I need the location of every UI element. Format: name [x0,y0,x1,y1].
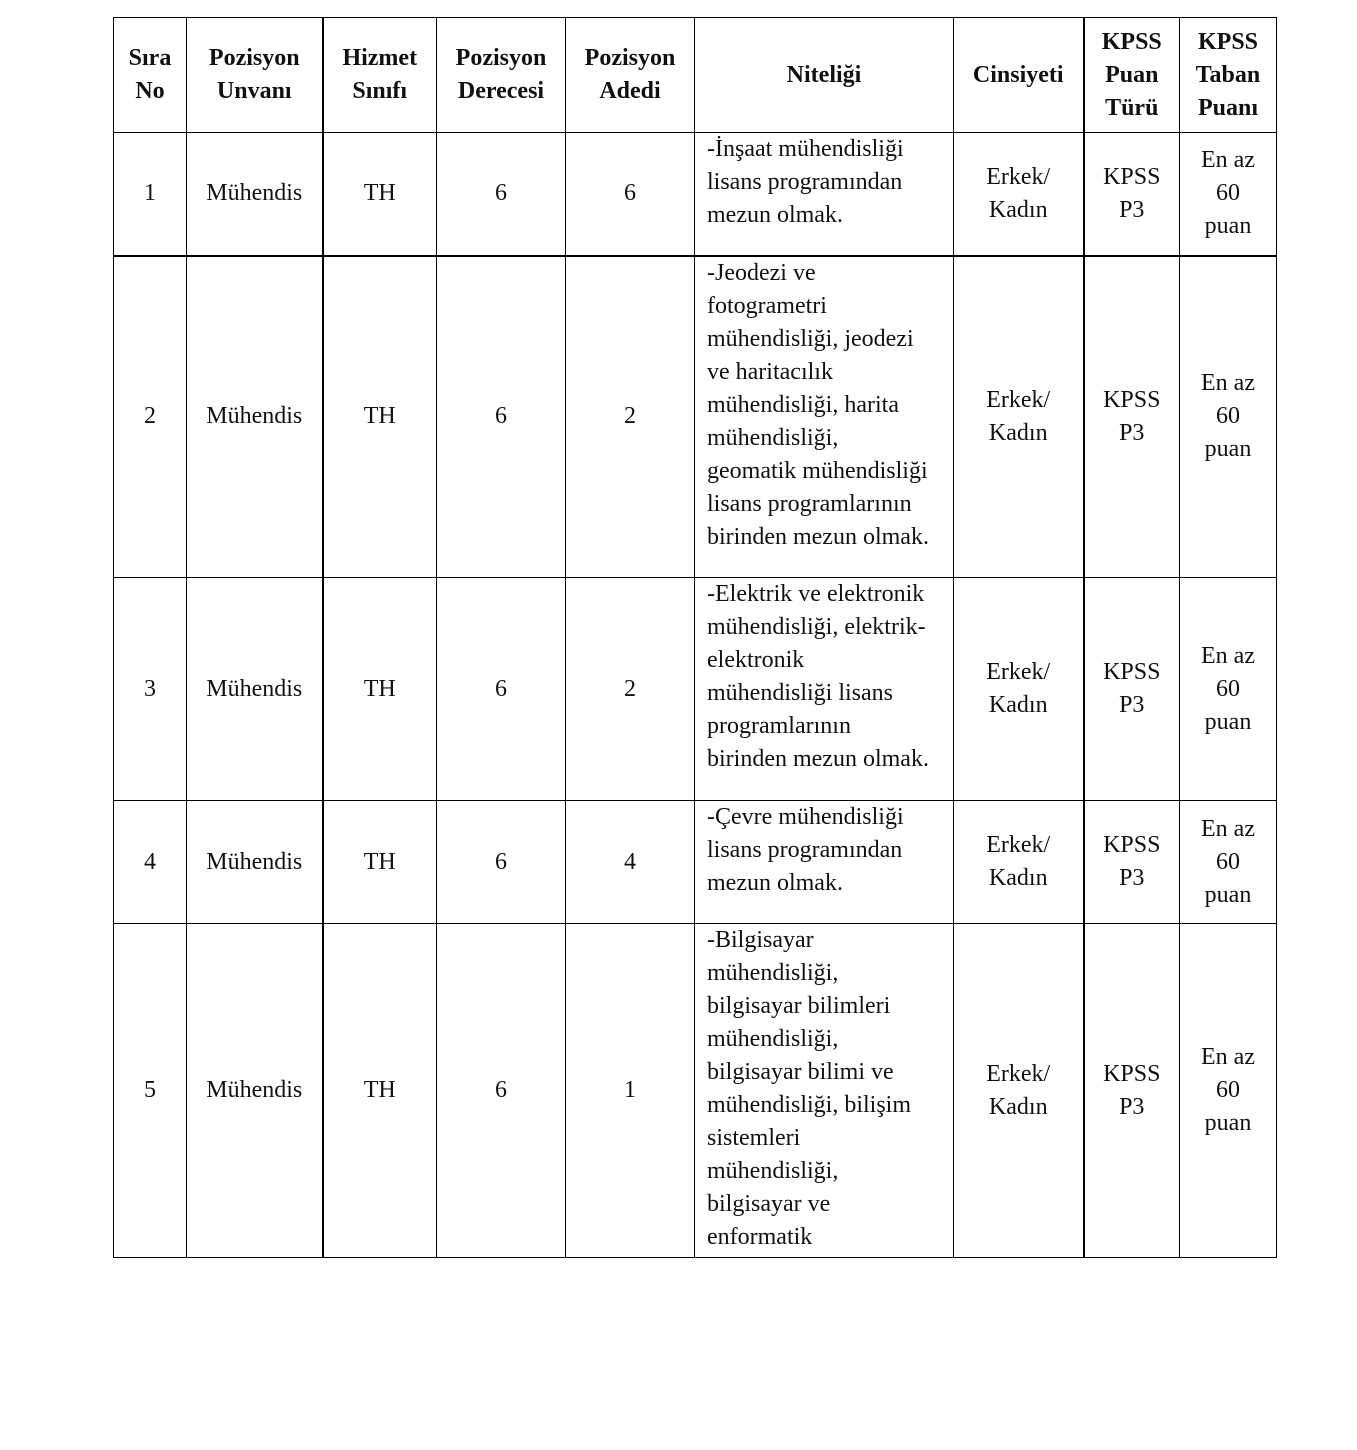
cell-niteligi-line: programlarının [707,713,851,739]
cell-pozisyon-derecesi: 6 [437,133,566,256]
cell-cinsiyeti [954,256,1084,578]
cell-hizmet-sinifi: TH [323,578,437,801]
header-niteligi [695,18,954,133]
cell-niteligi-line: mühendisliği, bilişim [707,1092,912,1118]
cell-pozisyon-derecesi: 6 [437,801,566,924]
cell-hizmet-sinifi: TH [323,924,437,1258]
header-line: Adedi [599,78,661,104]
cell-pozisyon-adedi: 6 [566,133,695,256]
cell-pozisyon-derecesi: 6 [437,256,566,578]
header-pozisyon-unvani [187,18,323,133]
cell-kpss-puan-turu [1084,578,1180,801]
cell-cinsiyeti-line: Kadın [988,196,1048,223]
cell-pozisyon-unvani: Mühendis [187,801,323,924]
cell-kpss-puan-turu-line: P3 [1119,692,1145,718]
cell-cinsiyeti-line: Kadın [988,692,1048,718]
cell-kpss-taban-puani-line: 60 [1216,675,1240,702]
cell-niteligi-line: sistemleri [707,1125,801,1151]
cell-niteligi-line: mühendisliği lisans [707,680,893,706]
header-kpss-taban-puani [1180,18,1277,133]
cell-niteligi [695,924,954,1258]
cell-pozisyon-adedi: 2 [566,578,695,801]
header-line: Puan [1105,61,1159,88]
cell-kpss-puan-turu-line: KPSS [1103,832,1161,858]
cell-niteligi-line: mezun olmak. [707,202,843,228]
cell-kpss-taban-puani-line: puan [1204,436,1252,463]
cell-cinsiyeti [954,133,1084,256]
cell-kpss-puan-turu-line: KPSS [1103,1060,1161,1087]
table-row [114,578,1277,801]
cell-kpss-taban-puani [1180,256,1277,578]
cell-kpss-taban-puani-line: En az [1201,1044,1255,1070]
cell-pozisyon-unvani: Mühendis [187,578,323,801]
cell-niteligi-line: birinden mezun olmak. [707,746,929,772]
cell-niteligi-line: mühendisliği, elektrik- [707,614,926,640]
table-row [114,133,1277,256]
header-pozisyon-adedi [566,18,695,133]
table-row [114,801,1277,924]
cell-cinsiyeti-line: Erkek/ [986,386,1051,413]
cell-kpss-puan-turu-line: P3 [1119,419,1145,446]
cell-pozisyon-unvani: Mühendis [187,133,323,256]
header-row [114,18,1277,133]
header-line: Türü [1105,94,1159,121]
cell-niteligi-line: -Çevre mühendisliği [707,804,904,830]
cell-kpss-puan-turu-line: KPSS [1103,163,1161,190]
cell-kpss-taban-puani-line: puan [1204,1110,1252,1136]
cell-kpss-puan-turu [1084,801,1180,924]
cell-cinsiyeti [954,924,1084,1258]
cell-niteligi-line: lisans programlarının [707,490,912,517]
header-line: Niteliği [786,61,862,88]
cell-niteligi-line: geomatik mühendisliği [707,457,928,484]
cell-niteligi-line: -Jeodezi ve [707,259,816,286]
cell-niteligi-line: bilgisayar ve [707,1191,831,1217]
cell-pozisyon-unvani: Mühendis [187,256,323,578]
cell-niteligi-line: mühendisliği, [707,1158,839,1184]
cell-niteligi-line: bilgisayar bilimi ve [707,1059,894,1085]
cell-kpss-taban-puani-line: En az [1201,147,1255,174]
cell-niteligi-line: -Elektrik ve elektronik [707,581,925,607]
header-line: Sınıfı [352,78,408,104]
cell-kpss-taban-puani-line: 60 [1216,1077,1240,1103]
cell-cinsiyeti-line: Kadın [988,865,1048,891]
cell-kpss-taban-puani-line: 60 [1216,180,1240,207]
cell-kpss-puan-turu-line: KPSS [1103,386,1161,413]
cell-sira-no: 2 [114,256,187,578]
cell-sira-no: 5 [114,924,187,1258]
header-line: Derecesi [457,78,545,104]
header-line: Hizmet [342,45,418,71]
cell-kpss-taban-puani [1180,578,1277,801]
cell-kpss-taban-puani [1180,133,1277,256]
cell-niteligi [695,256,954,578]
cell-pozisyon-adedi: 2 [566,256,695,578]
cell-hizmet-sinifi: TH [323,256,437,578]
cell-niteligi-line: bilgisayar bilimleri [707,993,891,1019]
cell-cinsiyeti-line: Erkek/ [986,659,1051,685]
header-line: Pozisyon [208,45,300,71]
header-kpss-puan-turu [1084,18,1180,133]
cell-kpss-taban-puani-line: En az [1201,370,1255,397]
cell-niteligi-line: ve haritacılık [707,358,833,385]
header-cinsiyeti [954,18,1084,133]
cell-niteligi-line: fotogrametri [707,292,827,319]
cell-kpss-taban-puani-line: 60 [1216,403,1240,430]
header-line: Puanı [1197,94,1259,121]
cell-kpss-taban-puani [1180,924,1277,1258]
cell-kpss-taban-puani-line: En az [1201,815,1255,842]
cell-cinsiyeti [954,801,1084,924]
header-line: KPSS [1101,28,1162,55]
cell-kpss-taban-puani [1180,801,1277,924]
cell-niteligi [695,801,954,924]
table-row [114,256,1277,578]
cell-niteligi [695,133,954,256]
positions-table [113,17,1277,1258]
cell-kpss-taban-puani-line: puan [1204,881,1252,908]
header-pozisyon-derecesi [437,18,566,133]
header-line: Taban [1195,61,1261,88]
cell-niteligi-line: enformatik [707,1224,813,1250]
cell-kpss-taban-puani-line: puan [1204,213,1252,240]
cell-niteligi-line: birinden mezun olmak. [707,523,929,550]
cell-niteligi-line: -Bilgisayar [707,927,814,953]
cell-niteligi-line: mühendisliği, [707,1026,839,1052]
cell-kpss-puan-turu-line: KPSS [1103,659,1161,685]
cell-pozisyon-derecesi: 6 [437,924,566,1258]
cell-kpss-puan-turu [1084,924,1180,1258]
cell-niteligi [695,578,954,801]
cell-hizmet-sinifi: TH [323,801,437,924]
table-row [114,924,1277,1258]
cell-kpss-puan-turu [1084,256,1180,578]
cell-hizmet-sinifi: TH [323,133,437,256]
cell-sira-no: 1 [114,133,187,256]
cell-niteligi-line: mezun olmak. [707,870,843,896]
cell-kpss-puan-turu-line: P3 [1119,865,1145,891]
cell-kpss-taban-puani-line: puan [1204,708,1252,735]
header-line: Pozisyon [584,45,676,71]
header-line: Sıra [128,45,172,71]
cell-pozisyon-unvani: Mühendis [187,924,323,1258]
header-hizmet-sinifi [323,18,437,133]
header-line: Pozisyon [455,45,547,71]
cell-niteligi-line: lisans programından [707,837,903,863]
cell-niteligi-line: elektronik [707,647,805,673]
cell-kpss-taban-puani-line: 60 [1216,848,1240,875]
cell-cinsiyeti-line: Erkek/ [986,1060,1051,1087]
header-line: Cinsiyeti [972,61,1064,88]
cell-cinsiyeti-line: Erkek/ [986,832,1051,858]
cell-sira-no: 3 [114,578,187,801]
cell-kpss-puan-turu [1084,133,1180,256]
cell-cinsiyeti-line: Kadın [988,419,1048,446]
cell-cinsiyeti [954,578,1084,801]
cell-kpss-puan-turu-line: P3 [1119,1093,1145,1120]
cell-sira-no: 4 [114,801,187,924]
cell-niteligi-line: mühendisliği, harita [707,391,899,418]
cell-niteligi-line: lisans programından [707,169,903,195]
cell-cinsiyeti-line: Erkek/ [986,163,1051,190]
header-line: No [135,78,165,104]
cell-pozisyon-adedi: 1 [566,924,695,1258]
cell-cinsiyeti-line: Kadın [988,1093,1048,1120]
header-sira-no [114,18,187,133]
cell-kpss-puan-turu-line: P3 [1119,196,1145,223]
cell-niteligi-line: mühendisliği, [707,424,839,451]
cell-niteligi-line: -İnşaat mühendisliği [707,136,904,162]
cell-kpss-taban-puani-line: En az [1201,642,1255,669]
cell-niteligi-line: mühendisliği, jeodezi [707,325,914,352]
header-line: KPSS [1197,28,1259,55]
cell-pozisyon-adedi: 4 [566,801,695,924]
header-line: Unvanı [216,78,292,104]
cell-pozisyon-derecesi: 6 [437,578,566,801]
cell-niteligi-line: mühendisliği, [707,960,839,986]
